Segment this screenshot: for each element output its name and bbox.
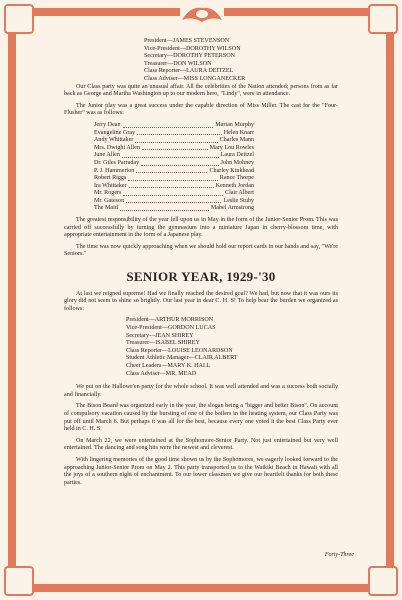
officer-line: President—ARTHUR MORRISON [126,317,214,324]
officer-line: Vice-President—GORDON LUCAS [126,325,216,331]
cast-actor: Leslie Stuby [223,197,254,204]
corner-ornament [4,566,34,596]
cast-actor: John Mohney [220,159,254,166]
cast-row [94,145,254,153]
cast-actor: Mary Lou Rowles [209,144,254,151]
cast-role: The Maid [94,205,118,212]
officer-line: Secretary—JEAN SHIREY [126,332,194,339]
corner-ornament [4,4,34,34]
cast-actor: Kenneth Jordan [215,182,254,189]
cast-row [94,198,254,206]
cast-role: Mrs. Dwight Allen [94,144,140,151]
cast-role: Robert Riggs [94,175,127,182]
cast-actor: Clair Albert [225,190,254,197]
officer-line: Class Adviser—MR. MEAD [126,370,197,377]
paragraph: The greatest responsibility of the year fell upon us in May in the form of the Junior-Senior Prom. This was carried off successfully by turning the gymnasium into a miniature Japan in cherry-blossom time, with appropriate entertainment in the form of a Japanese play. [64,217,338,239]
cast-row [94,168,254,176]
bison-crest-icon [180,4,224,26]
officer-line: Cheer Leaders—MARY K. HALL [126,362,211,369]
cast-role: Mr. Rogers [94,190,122,197]
page-number: Forty-Three [324,552,354,558]
officer-line: Class Reporter—LAURA DEITZEL [144,68,234,75]
paragraph: We put on the Hallowe'en party for the whole school. It was well attended and was a success both socially and financially. [64,384,338,398]
cast-actor: Marian Murphy [215,121,254,128]
cast-role: Dr. Giles Parraday [94,159,140,166]
officer-line: Student Athletic Manager—CLAIR ALBERT [126,355,238,362]
cast-role: Ira Whittaker [94,182,127,189]
cast-row [94,183,254,191]
cast-actor: Mabel Armstrong [210,205,254,212]
page-content [64,38,338,487]
officer-line: Treasurer—DON WILSON [144,60,212,67]
paragraph: On March 22, we were entertained at the Sophomore-Senior Party. Not just entertained but very well entertained. The dancing and song hits were the newest and cleverest. [64,437,338,452]
paragraph: At last we reigned supreme! Had we finally reached the desired goal? We had, but now that it was ours its glory did not seem to shine so brightly. Our last year in dear C. H. S! To help bear the burden we organized as follows: [64,290,338,312]
corner-ornament [368,4,398,34]
cast-actor: Charles Mann [219,137,254,144]
paragraph: Our Class party was quite an unusual affair. All the celebrities of the Nation attended; persons from as far back as George and Martha Washington up to our modern hero, "Lindy", were in attendance. [64,83,338,98]
cast-role: Andy Whittaker [94,137,134,144]
paragraph: The Junior play was a great success under the capable direction of Miss Miller. The cast for the "Four-Flusher" was as follows: [64,102,338,117]
cast-row [94,190,254,198]
cast-row [94,130,254,138]
officer-line: Treasurer—ISABEL SHIREY [126,340,200,347]
section-heading: SENIOR YEAR, 1929-'30 [126,269,276,285]
cast-actor: Laura Deitzel [220,152,254,159]
paragraph: The Bison Board was organized early in the year, the slogan being a "bigger and better Bison". On account of compulsory vacation caused by the bursting of one of the boilers in the heating system, our Class Party was put off until March 6. But perhaps it was all for the best, because every one voted it the best Class Party ever held in C. H. S. [64,403,338,433]
junior-officers-list [144,38,338,84]
officer-line: President—JAMES STEVENSON [144,38,230,44]
officer-line: Vice-President—DOROTHY WILSON [144,45,241,52]
paragraph: The time was now quickly approaching when we should hold our report cards in our hands and say, "We're Seniors." [64,243,338,258]
cast-role: June Allen [94,152,120,159]
corner-ornament [368,566,398,596]
cast-row [94,152,254,160]
paragraph: With lingering memories of the good time shown us by the Sophomores, we eagerly looked forward to the approaching Junior-Senior Prom on May 2. This party transported us to the Waikiki Beach in Hawaii with all the joys of a southern night of enchantment. To our lower classmen we give our heartfelt thanks for both these parties. [64,456,338,486]
officer-line: Secretary—DOROTHY PETERSON [144,53,235,60]
cast-row [94,122,254,130]
cast-role: Mr. Gateson [94,197,125,204]
officer-line: Class Reporter—LOUISE LEONARDSON [126,347,233,354]
cast-row [94,205,254,213]
officer-line: Class Adviser—MISS LONGANECKER [144,75,246,82]
cast-list [94,122,254,213]
cast-role: Evangeline Gray [94,129,136,136]
cast-actor: Rance Thorpe [219,175,254,182]
cast-row [94,160,254,168]
cast-role: Jerry Dean [94,121,121,128]
cast-role: P. J. Hammerton [94,167,135,174]
cast-actor: Helen Knarr [223,129,254,136]
cast-row [94,175,254,183]
senior-officers-list [126,317,338,378]
cast-actor: Charley Kinkhead [209,167,254,174]
cast-row [94,137,254,145]
